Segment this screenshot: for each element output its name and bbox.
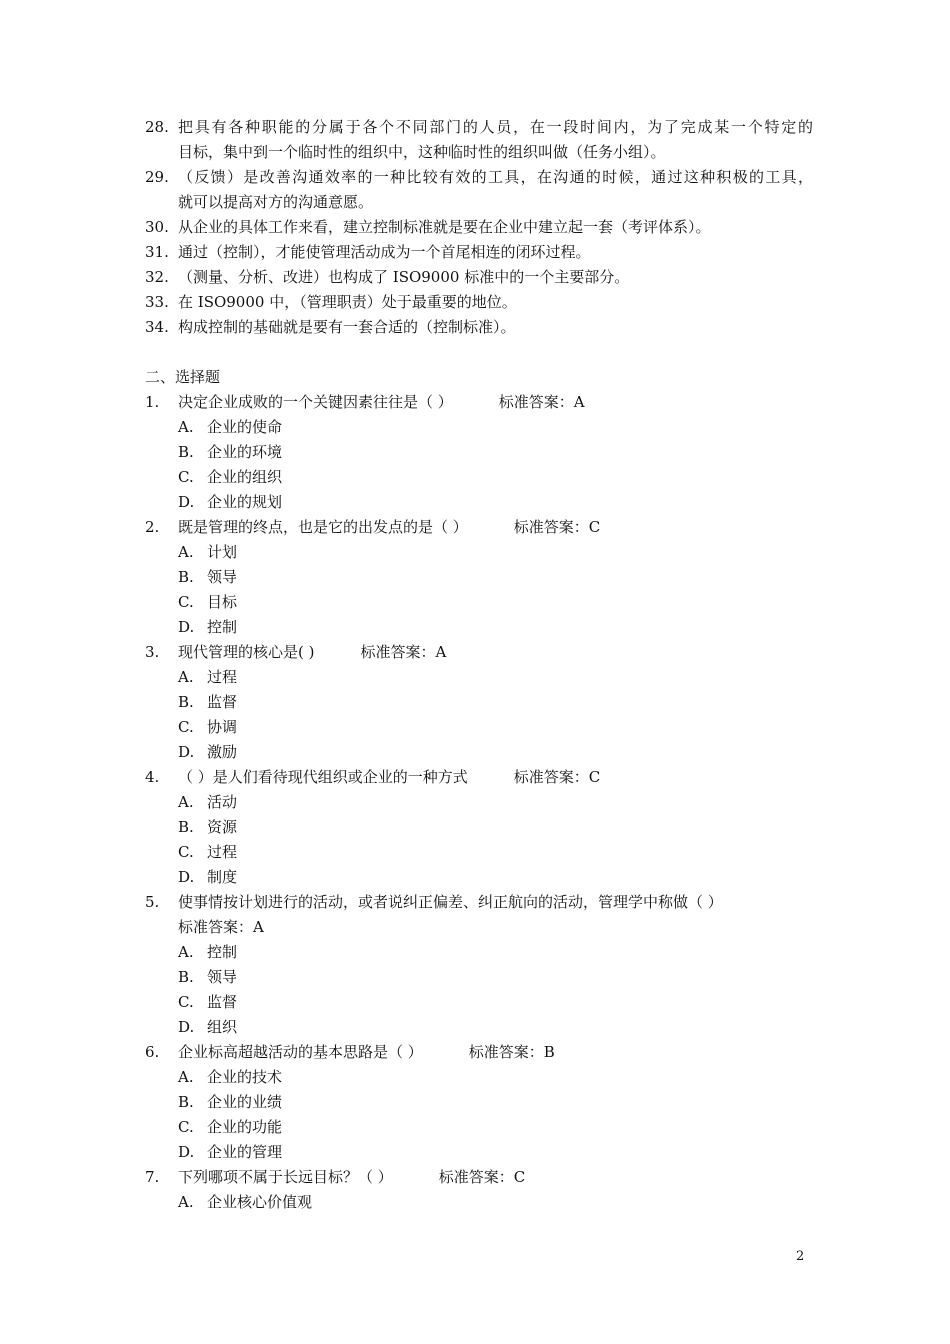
- fill-in-item-34: [145, 315, 815, 340]
- option-letter: A.: [178, 418, 194, 436]
- answer-key: 标准答案：C: [513, 768, 601, 786]
- question-number: 1.: [145, 393, 160, 411]
- option: [145, 1190, 815, 1215]
- option: [145, 615, 815, 640]
- option-letter: C.: [178, 843, 194, 861]
- option-letter: C.: [178, 718, 194, 736]
- option-letter: B.: [178, 968, 194, 986]
- option-letter: A.: [178, 1193, 194, 1211]
- fill-in-item-30: [145, 215, 815, 240]
- option-text: 计划: [207, 543, 238, 561]
- item-text: 就可以提高对方的沟通意愿。: [178, 193, 374, 211]
- answer-key: 标准答案：B: [468, 1043, 555, 1061]
- option-letter: B.: [178, 693, 194, 711]
- option: [145, 740, 815, 765]
- option: [145, 1015, 815, 1040]
- option: [145, 865, 815, 890]
- option: [145, 790, 815, 815]
- option: [145, 1140, 815, 1165]
- option-letter: A.: [178, 793, 194, 811]
- question-number: 6.: [145, 1043, 160, 1061]
- section-heading: [145, 365, 815, 390]
- option-text: 组织: [207, 1018, 238, 1036]
- option-letter: B.: [178, 818, 194, 836]
- fill-in-item-33: [145, 290, 815, 315]
- option: [145, 1115, 815, 1140]
- item-number: 32.: [145, 268, 169, 286]
- option: [145, 665, 815, 690]
- option-letter: C.: [178, 468, 194, 486]
- option-letter: C.: [178, 593, 194, 611]
- question-4: [145, 765, 815, 790]
- option: [145, 940, 815, 965]
- question-5: [145, 890, 815, 915]
- option-text: 监督: [207, 693, 238, 711]
- option-text: 控制: [207, 943, 238, 961]
- option-text: 协调: [207, 718, 238, 736]
- option-letter: B.: [178, 443, 194, 461]
- option-letter: D.: [178, 493, 195, 511]
- question-number: 3.: [145, 643, 160, 661]
- option-text: 企业的技术: [207, 1068, 283, 1086]
- answer-key: 标准答案：C: [513, 518, 601, 536]
- option: [145, 840, 815, 865]
- option-letter: C.: [178, 993, 194, 1011]
- item-number: 33.: [145, 293, 169, 311]
- option-letter: B.: [178, 1093, 194, 1111]
- item-number: 30.: [145, 218, 169, 236]
- question-5-answer: [145, 915, 815, 940]
- option-letter: A.: [178, 1068, 194, 1086]
- answer-key: 标准答案：A: [178, 918, 264, 936]
- question-number: 2.: [145, 518, 160, 536]
- section-title: 二、选择题: [145, 368, 221, 386]
- item-number: 34.: [145, 318, 169, 336]
- item-text: 构成控制的基础就是要有一套合适的（控制标准）。: [178, 318, 516, 336]
- fill-in-item-28-cont: [145, 140, 815, 165]
- item-text: 从企业的具体工作来看，建立控制标准就是要在企业中建立起一套（考评体系）。: [178, 218, 711, 236]
- option-letter: D.: [178, 743, 195, 761]
- question-7: [145, 1165, 815, 1190]
- option: [145, 965, 815, 990]
- item-text: 目标，集中到一个临时性的组织中，这种临时性的组织叫做（任务小组）。: [178, 143, 666, 161]
- option: [145, 990, 815, 1015]
- option: [145, 540, 815, 565]
- question-text: 使事情按计划进行的活动，或者说纠正偏差、纠正航向的活动，管理学中称做（ ）: [178, 893, 723, 911]
- option: [145, 565, 815, 590]
- question-1: [145, 390, 815, 415]
- option-text: 企业的功能: [207, 1118, 283, 1136]
- option-text: 活动: [207, 793, 238, 811]
- option-text: 控制: [207, 618, 238, 636]
- option-letter: D.: [178, 1143, 195, 1161]
- question-text: （ ）是人们看待现代组织或企业的一种方式 标准答案：C: [178, 768, 601, 786]
- answer-key: 标准答案：A: [360, 643, 447, 661]
- option-letter: A.: [178, 543, 194, 561]
- option-text: 监督: [207, 993, 238, 1011]
- option-text: 制度: [207, 868, 238, 886]
- page-number: 2: [796, 1249, 805, 1264]
- item-text: 把具有各种职能的分属于各个不同部门的人员，在一段时间内，为了完成某一个特定的: [178, 118, 813, 136]
- question-number: 7.: [145, 1168, 160, 1186]
- question-2: [145, 515, 815, 540]
- option-text: 企业的业绩: [207, 1093, 283, 1111]
- question-number: 4.: [145, 768, 160, 786]
- question-text: 下列哪项不属于长远目标？（ ） 标准答案：C: [178, 1168, 526, 1186]
- item-text: 在 ISO9000 中，（管理职责）处于最重要的地位。: [178, 293, 517, 311]
- option-letter: D.: [178, 1018, 195, 1036]
- answer-key: 标准答案：C: [438, 1168, 526, 1186]
- answer-key: 标准答案：A: [498, 393, 585, 411]
- option-text: 企业核心价值观: [207, 1193, 313, 1211]
- question-6: [145, 1040, 815, 1065]
- fill-in-section: [145, 115, 815, 1215]
- option: [145, 440, 815, 465]
- option-text: 企业的组织: [207, 468, 283, 486]
- fill-in-item-32: [145, 265, 815, 290]
- option-text: 过程: [207, 843, 238, 861]
- option-letter: D.: [178, 868, 195, 886]
- option-text: 企业的环境: [207, 443, 283, 461]
- option: [145, 1065, 815, 1090]
- question-text: 现代管理的核心是( ) 标准答案：A: [178, 643, 447, 661]
- option-letter: A.: [178, 943, 194, 961]
- question-text: 决定企业成败的一个关键因素往往是（ ） 标准答案：A: [178, 393, 585, 411]
- option-text: 过程: [207, 668, 238, 686]
- option-text: 激励: [207, 743, 238, 761]
- option: [145, 690, 815, 715]
- option: [145, 1090, 815, 1115]
- item-text: （反馈）是改善沟通效率的一种比较有效的工具，在沟通的时候，通过这种积极的工具，: [178, 168, 813, 186]
- option-text: 领导: [207, 568, 238, 586]
- option-text: 领导: [207, 968, 238, 986]
- option-letter: A.: [178, 668, 194, 686]
- option-text: 目标: [207, 593, 238, 611]
- question-text: 既是管理的终点，也是它的出发点的是（ ） 标准答案：C: [178, 518, 601, 536]
- option-text: 企业的管理: [207, 1143, 283, 1161]
- option: [145, 715, 815, 740]
- option-letter: D.: [178, 618, 195, 636]
- option: [145, 815, 815, 840]
- item-number: 28.: [145, 118, 169, 136]
- item-number: 29.: [145, 168, 169, 186]
- option: [145, 415, 815, 440]
- option-text: 企业的使命: [207, 418, 283, 436]
- option: [145, 590, 815, 615]
- option: [145, 490, 815, 515]
- question-3: [145, 640, 815, 665]
- item-text: 通过（控制），才能使管理活动成为一个首尾相连的闭环过程。: [178, 243, 591, 261]
- option-letter: C.: [178, 1118, 194, 1136]
- item-number: 31.: [145, 243, 169, 261]
- option-letter: B.: [178, 568, 194, 586]
- question-text: 企业标高超越活动的基本思路是（ ） 标准答案：B: [178, 1043, 555, 1061]
- option: [145, 465, 815, 490]
- fill-in-item-31: [145, 240, 815, 265]
- fill-in-item-29-cont: [145, 190, 815, 215]
- item-text: （测量、分析、改进）也构成了 ISO9000 标准中的一个主要部分。: [178, 268, 630, 286]
- option-text: 资源: [207, 818, 238, 836]
- question-number: 5.: [145, 893, 160, 911]
- option-text: 企业的规划: [207, 493, 283, 511]
- fill-in-item-29: [145, 165, 815, 190]
- fill-in-item-28: [145, 115, 815, 140]
